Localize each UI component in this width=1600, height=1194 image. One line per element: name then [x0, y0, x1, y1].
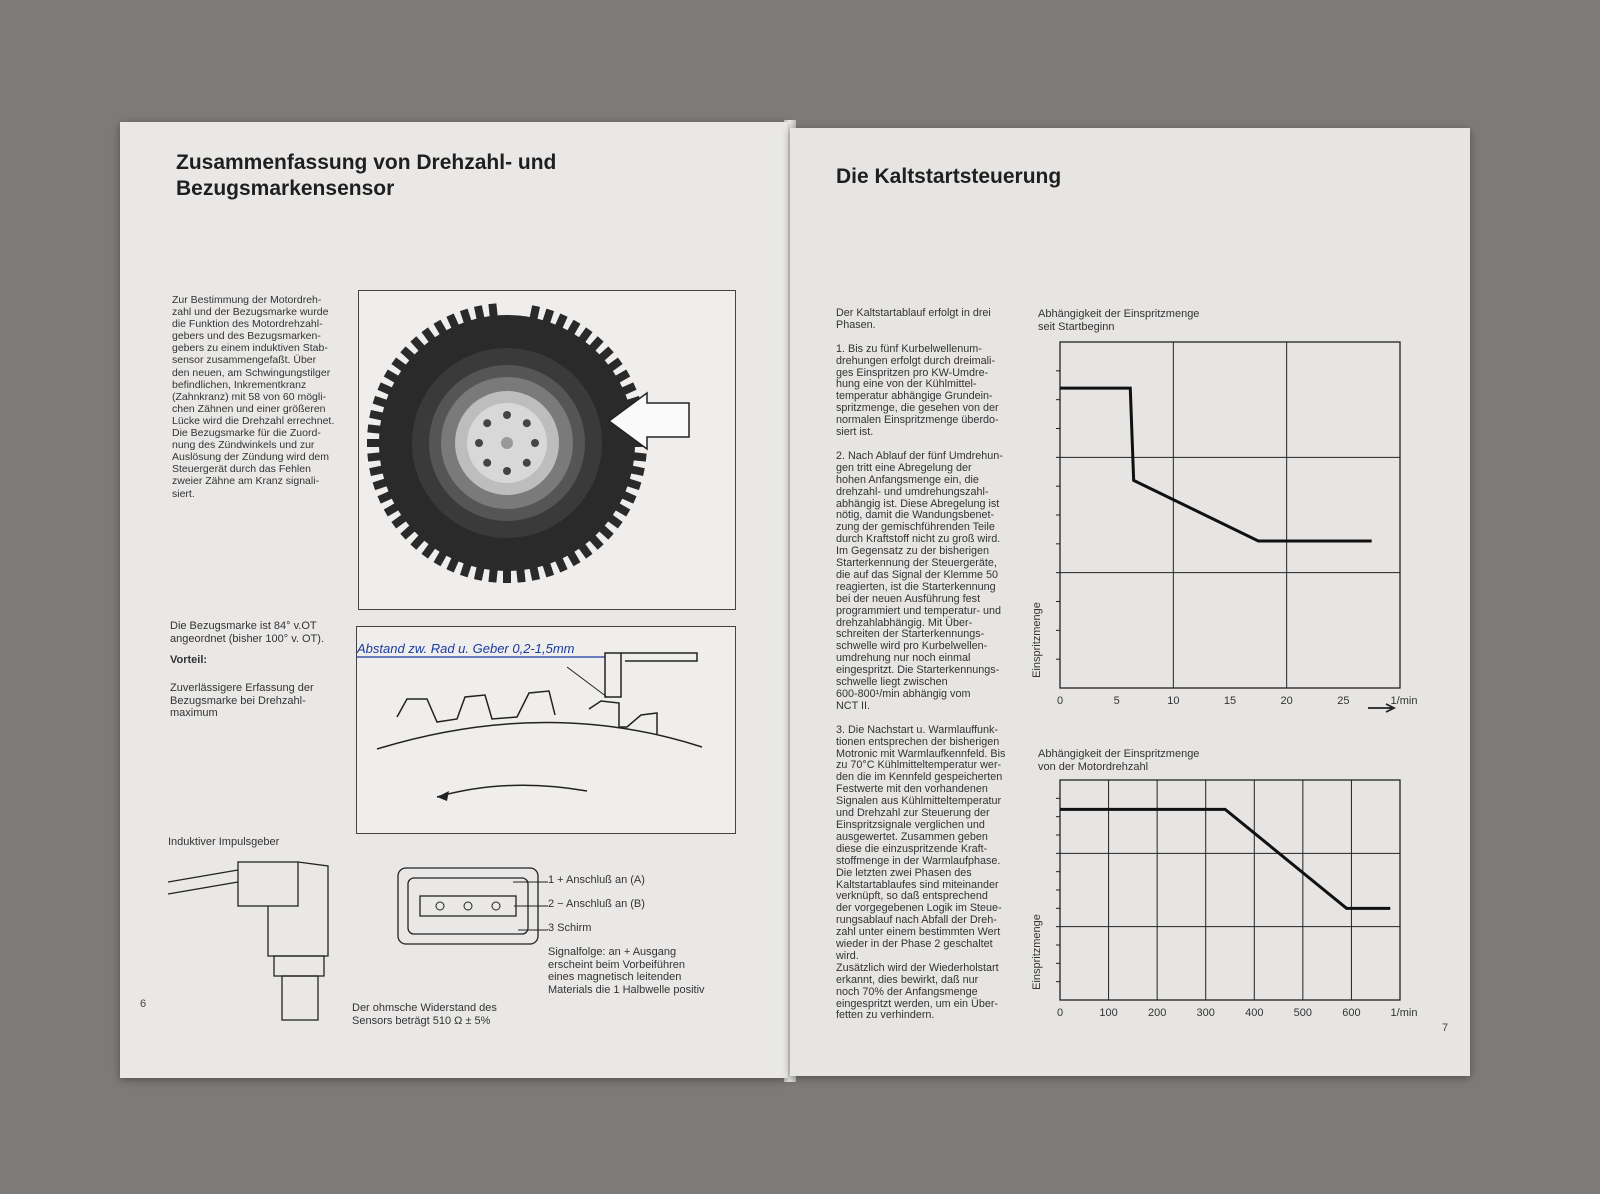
handwritten-note: Abstand zw. Rad u. Geber 0,2-1,5mm: [357, 641, 575, 656]
x-axis-label: 1/min: [1390, 1007, 1418, 1019]
page-number-left: 6: [140, 998, 147, 1010]
chart1-title: Abhängigkeit der Einspritzmenge seit Startbeginn: [1038, 308, 1200, 333]
direction-arrow-icon: [1368, 704, 1394, 712]
bolt-hole: [531, 439, 539, 447]
bolt-hole: [483, 459, 491, 467]
vorteil-text: Zuverlässigere Erfassung der Bezugsmarke bei Drehzahl- maximum: [170, 682, 314, 719]
bolt-hole: [475, 439, 483, 447]
right-page: [790, 128, 1470, 1076]
chart-einspritzmenge-startbeginn: [1030, 336, 1450, 716]
left-page-title: [176, 150, 556, 202]
left-page: [120, 122, 788, 1078]
connector-label-1: 1 + Anschluß an (A): [548, 874, 645, 886]
resistance-text: Der ohmsche Widerstand des Sensors beträgt 510 Ω ± 5%: [352, 1002, 497, 1027]
x-tick-label: 0: [1056, 1007, 1064, 1019]
x-tick-label: 500: [1293, 1007, 1313, 1019]
chart-einspritzmenge-motordrehzahl: [1030, 774, 1450, 1034]
vorteil-label: Vorteil:: [170, 654, 208, 666]
toothed-wheel-photo: [359, 291, 735, 609]
chart2-title: Abhängigkeit der Einspritzmenge von der Motordrehzahl: [1038, 748, 1200, 773]
x-axis-label: 1/min: [1390, 695, 1418, 707]
x-tick-label: 400: [1245, 1007, 1264, 1019]
x-tick-label: 100: [1099, 1007, 1118, 1019]
series-line: [1060, 809, 1390, 908]
x-tick-label: 300: [1196, 1007, 1215, 1019]
bolt-hole: [503, 411, 511, 419]
bolt-hole: [503, 467, 511, 475]
bolt-hole: [523, 419, 531, 427]
connector-label-2: 2 − Anschluß an (B): [548, 898, 645, 910]
sensor-gap-diagram: [356, 626, 736, 834]
signal-text: Signalfolge: an + Ausgang erscheint beim Vorbeiführen eines magnetisch leitenden Materials die 1 Halbwelle positiv: [548, 946, 705, 996]
x-tick-label: 15: [1223, 695, 1237, 707]
plot-frame: [1060, 342, 1400, 688]
bolt-hole: [523, 459, 531, 467]
x-tick-label: 600: [1342, 1007, 1361, 1019]
y-axis-label: Einspritzmenge: [1031, 602, 1043, 678]
x-tick-label: 10: [1167, 695, 1180, 707]
sensor-gap-drawing: [357, 627, 735, 833]
x-tick-label: 200: [1147, 1007, 1167, 1019]
x-tick-label: 20: [1280, 695, 1293, 707]
title-line-2: Bezugsmarkensensor: [176, 177, 395, 200]
wheel-photo-frame: [358, 290, 736, 610]
impulsgeber-label: Induktiver Impulsgeber: [168, 836, 280, 848]
connector-label-3: 3 Schirm: [548, 922, 592, 934]
x-tick-label: 0: [1056, 695, 1064, 707]
kaltstart-body-text: Der Kaltstartablauf erfolgt in drei Phasen. 1. Bis zu fünf Kurbelwellenum- drehungen erfolgt durch dreimali- ges Einspritzen pro KW-Umdre- hung eine von der Kühlmittel- temperatur abhängige Grundein- spritzmenge, die gesehen von der normalen Einspritzmenge überdo- siert ist. 2. Nach Ablauf der fünf Umdrehun- gen tritt eine Abregelung der hohen Anfangsmenge ein, die drehzahl- und umdrehungszahl- abhängig ist. Diese Abregelung ist nötig, damit die Wandungsbenet- zung der gemischführenden Teile durch Kraftstoff nicht zu groß wird. Im Gegensatz zu der bisherigen Starterkennung der Steuergeräte, die auf das Signal der Klemme 50 reagierten, ist die Starterkennung bei der neuen Ausführung fest programmiert und temperatur- und drehzahlabhängig. Mit Über- schreiten der Starterkennungs- schwelle wird pro Kurbelwellen- umdrehung nur noch einmal eingespritzt. Die Starterkennungs- schwelle liegt zwischen 600-800¹/min abhängig vom NCT II. 3. Die Nachstart u. Warmlauffunk- tionen entsprechen der bisherigen Motronic mit Warmlaufkennfeld. Bis zu 70°C Kühlmitteltemperatur wer- den die im Kennfeld gespeicherten Festwerte mit den vorhandenen Signalen aus Kühlmitteltemperatur und Drehzahl zur Steuerung der Einspritzsignale verglichen und ausgewertet. Zusammen geben diese die einzuspritzende Kraft- stoffmenge in der Warmlaufphase. Die letzten zwei Phasen des Kaltstartablaufes sind miteinander verknüpft, so daß entsprechend der vorgegebenen Logik im Steue- rungsablauf nach Abfall der Dreh- zahl unter einem bestimmten Wert wieder in der Phase 2 geschaltet wird. Zusätzlich wird der Wiederholstart erkannt, dies bewirkt, daß nur noch 70% der Anfangsmenge eingespritzt werden, um ein Über- fetten zu verhindern.: [836, 307, 1006, 1022]
y-axis-label: Einspritzmenge: [1031, 914, 1043, 990]
series-line: [1060, 388, 1372, 541]
title-line-1: Zusammenfassung von Drehzahl- und: [176, 151, 557, 174]
page-number-right: 7: [1442, 1022, 1449, 1034]
intro-paragraph: Zur Bestimmung der Motordreh- zahl und der Bezugsmarke wurde die Funktion des Motordrehzahl- gebers und des Bezugsmarken- gebers zu einem induktiven Stab- sensor zusammengefaßt. Über den neuen, am Schwingungstilger befindlichen, Inkrementkranz (Zahnkranz) mit 58 von 60 mögli- chen Zähnen und einer größeren Lücke wird die Drehzahl errechnet. Die Bezugsmarke für die Zuord- nung des Zündwinkels und zur Auslösung der Zündung wird dem Steuergerät durch das Fehlen zweier Zähne am Kranz signali- siert.: [172, 294, 335, 500]
right-page-title: Die Kaltstartsteuerung: [836, 165, 1062, 188]
x-tick-label: 5: [1113, 695, 1120, 707]
x-tick-label: 25: [1337, 695, 1350, 707]
bolt-hole: [483, 419, 491, 427]
bezugsmarke-text: Die Bezugsmarke ist 84° v.OT angeordnet (bisher 100° v. OT).: [170, 620, 324, 645]
